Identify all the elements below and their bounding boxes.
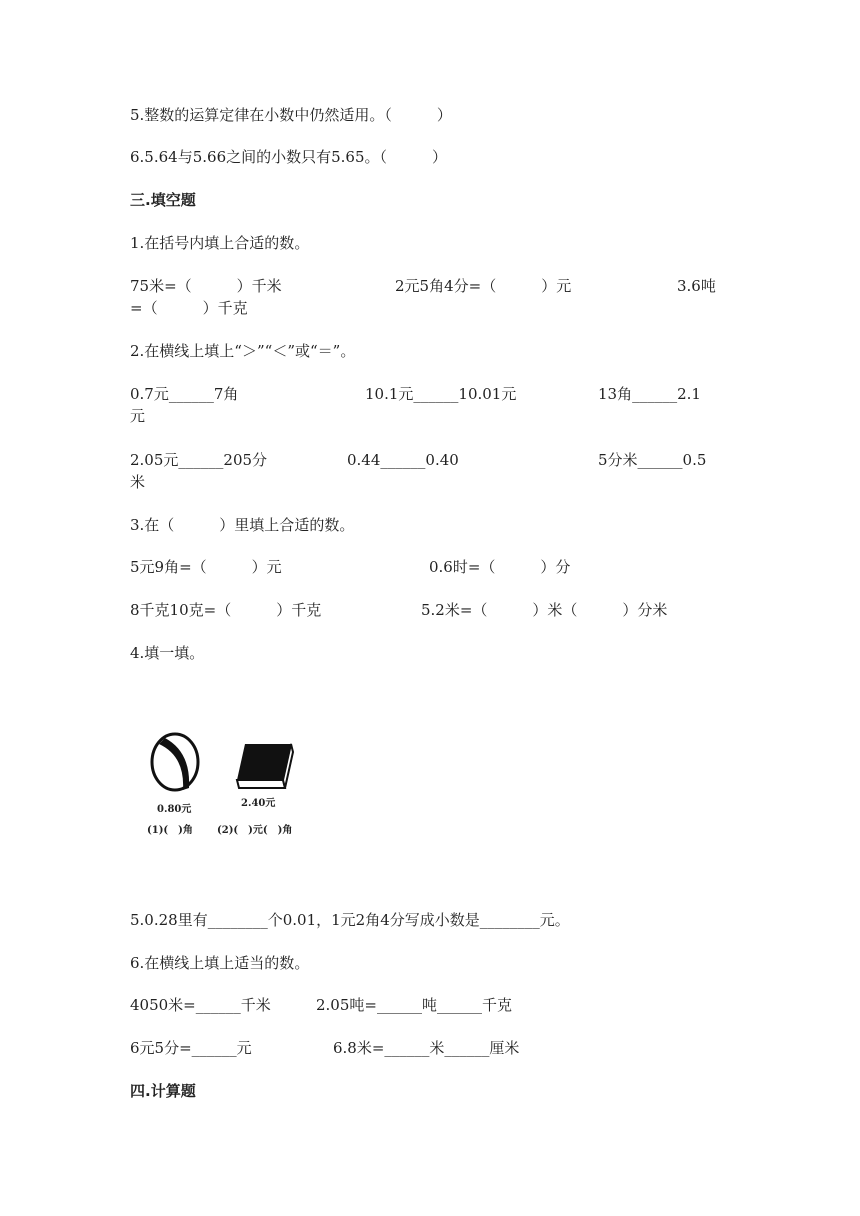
question-2-5: 5.整数的运算定律在小数中仍然适用。（ ）: [130, 106, 452, 124]
ball-price: 0.80元: [157, 804, 192, 815]
q2-row2-a: 2.05元______205分: [130, 451, 268, 469]
q1-item-b: 2元5角4分=（ ）元: [395, 277, 572, 295]
section-heading-fill-blank: 三.填空题: [130, 191, 196, 209]
book-icon: [233, 736, 298, 796]
question-3-4: 4.填一填。: [130, 644, 205, 662]
q2-row1-c-part2: 元: [130, 407, 146, 425]
question-2-6: 6.5.64与5.66之间的小数只有5.65。（ ）: [130, 148, 448, 166]
question-3-5: 5.0.28里有________个0.01，1元2角4分写成小数是________元。: [130, 911, 570, 929]
q2-row1-a: 0.7元______7角: [130, 385, 239, 403]
q3-row1-a: 5元9角=（ ）元: [130, 558, 282, 576]
q1-item-a: 75米=（ ）千米: [130, 277, 282, 295]
q6-row2-a: 6元5分=______元: [130, 1039, 252, 1057]
question-3-6: 6.在横线上填上适当的数。: [130, 954, 310, 972]
price-figure: [145, 728, 315, 843]
book-blank: (2)( )元( )角: [217, 825, 293, 836]
question-3-2: 2.在横线上填上“＞”“＜”或“＝”。: [130, 342, 356, 360]
q3-row2-a: 8千克10克=（ ）千克: [130, 601, 322, 619]
book-price: 2.40元: [241, 798, 276, 809]
ball-blank: (1)( )角: [147, 825, 193, 836]
q1-item-c-part2: =（ ）千克: [130, 299, 248, 317]
q3-row1-b: 0.6时=（ ）分: [429, 558, 571, 576]
section-heading-calculation: 四.计算题: [130, 1082, 196, 1100]
q2-row1-b: 10.1元______10.01元: [365, 385, 517, 403]
ball-icon: [145, 728, 205, 798]
question-3-1: 1.在括号内填上合适的数。: [130, 234, 310, 252]
q3-row2-b: 5.2米=（ ）米（ ）分米: [421, 601, 668, 619]
q6-row2-b: 6.8米=______米______厘米: [333, 1039, 520, 1057]
q2-row1-c-part1: 13角______2.1: [598, 385, 701, 403]
q2-row2-c-part2: 米: [130, 473, 146, 491]
q6-row1-b: 2.05吨=______吨______千克: [316, 996, 512, 1014]
q6-row1-a: 4050米=______千米: [130, 996, 271, 1014]
question-3-3: 3.在（ ）里填上合适的数。: [130, 516, 355, 534]
q2-row2-c-part1: 5分米______0.5: [598, 451, 707, 469]
q2-row2-b: 0.44______0.40: [347, 451, 459, 469]
q1-item-c-part1: 3.6吨: [677, 277, 716, 295]
